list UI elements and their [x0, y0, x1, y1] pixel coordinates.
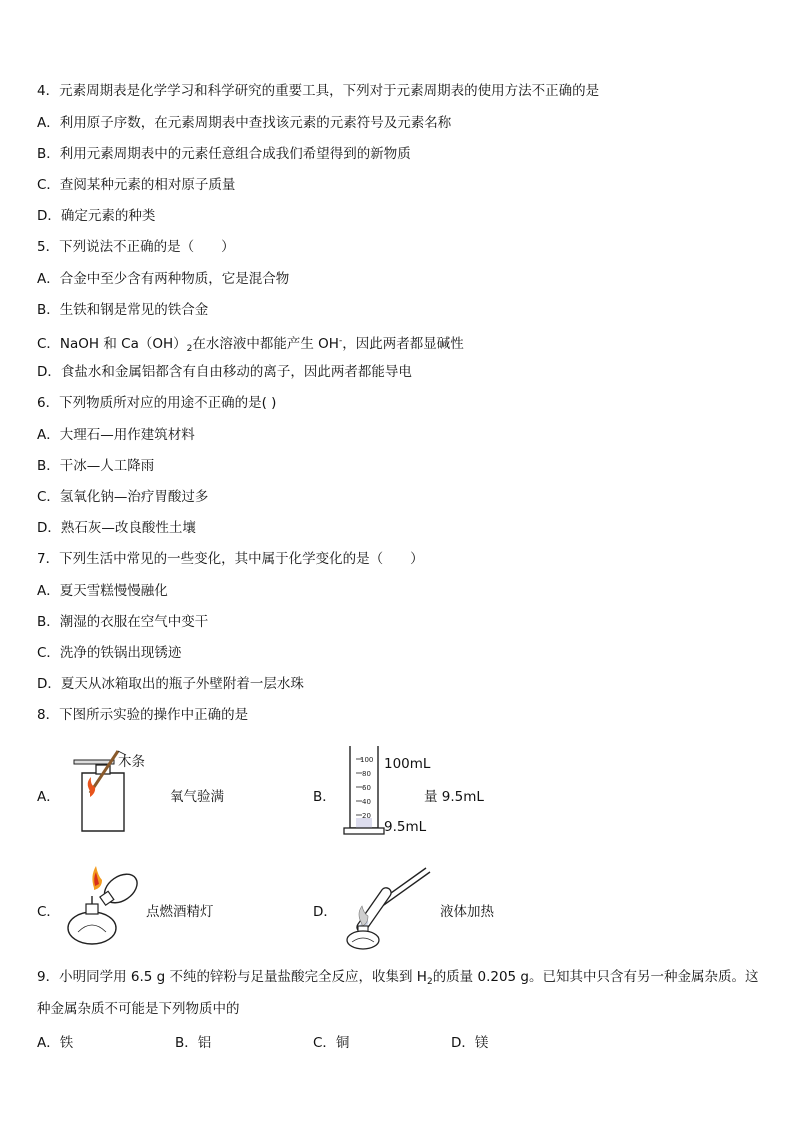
q9-option-a: A．铁 — [37, 1035, 74, 1051]
q8-fig-a-label-stick: 木条 — [118, 754, 145, 770]
q8-stem: 8．下图所示实验的操作中正确的是 — [37, 707, 249, 723]
q5-c-part1: C．NaOH 和 Ca（OH） — [37, 336, 187, 352]
q7-stem: 7．下列生活中常见的一些变化，其中属于化学变化的是（ ） — [37, 551, 424, 567]
q6-option-c: C．氢氧化钠—治疗胃酸过多 — [37, 489, 209, 505]
q6-option-a: A．大理石—用作建筑材料 — [37, 427, 195, 443]
q9-stem-line1 — [37, 968, 759, 991]
q8-fig-b-caption: 量 9.5mL — [424, 789, 484, 805]
upper-lamp — [96, 868, 143, 911]
q7-option-b: B．潮湿的衣服在空气中变干 — [37, 614, 209, 630]
q8-fig-c-caption: 点燃酒精灯 — [146, 904, 214, 920]
tick-label: 60 — [362, 784, 371, 792]
q5-c-superscript: - — [338, 336, 343, 346]
lower-lamp-body — [68, 912, 116, 944]
q6-option-b: B．干冰—人工降雨 — [37, 458, 155, 474]
tick-label: 80 — [362, 770, 371, 778]
lower-lamp-neck — [86, 904, 98, 914]
tick-label: 20 — [362, 812, 371, 820]
q8-fig-d-letter: D． — [313, 904, 337, 920]
q5-option-c — [37, 332, 464, 358]
q5-stem: 5．下列说法不正确的是（ ） — [37, 239, 235, 255]
q8-fig-d-heating-diagram — [340, 862, 438, 952]
q5-option-b: B．生铁和钢是常见的铁合金 — [37, 302, 209, 318]
q5-c-part2: 在水溶液中都能产生 OH — [192, 336, 339, 352]
q7-option-a: A．夏天雪糕慢慢融化 — [37, 583, 168, 599]
q8-fig-b-capacity-label: 100mL — [384, 756, 431, 772]
q9-option-c: C．铜 — [313, 1035, 350, 1051]
q9-stem-line2: 种金属杂质不可能是下列物质中的 — [37, 1001, 240, 1017]
q4-option-b: B．利用元素周期表中的元素任意组合成我们希望得到的新物质 — [37, 146, 411, 162]
q9-stem-subscript: 2 — [426, 977, 433, 987]
q4-option-a: A．利用原子序数，在元素周期表中查找该元素的元素符号及元素名称 — [37, 115, 452, 131]
q7-option-c: C．洗净的铁锅出现锈迹 — [37, 645, 182, 661]
lamp-body — [347, 931, 379, 949]
q5-option-a: A．合金中至少含有两种物质，它是混合物 — [37, 271, 290, 287]
tick-label: 100 — [360, 756, 374, 764]
q5-c-part3: ，因此两者都显碱性 — [342, 336, 464, 352]
q9-option-d: D．镁 — [451, 1035, 489, 1051]
q6-stem: 6．下列物质所对应的用途不正确的是( ) — [37, 395, 277, 411]
q5-c-subscript: 2 — [186, 344, 193, 354]
q8-fig-d-caption: 液体加热 — [440, 904, 494, 920]
tick-label: 40 — [362, 798, 371, 806]
cylinder-base — [344, 828, 384, 834]
q8-fig-b-reading-label: 9.5mL — [384, 819, 427, 835]
q8-fig-a-caption: 氧气验满 — [170, 789, 224, 805]
q4-option-d: D．确定元素的种类 — [37, 208, 156, 224]
q9-option-b: B．铝 — [175, 1035, 212, 1051]
q8-fig-c-letter: C． — [37, 904, 60, 920]
q4-stem: 4．元素周期表是化学学习和科学研究的重要工具，下列对于元素周期表的使用方法不正确的是 — [37, 83, 600, 99]
q8-fig-a-letter: A． — [37, 789, 60, 805]
q9-stem-part1: 9．小明同学用 6.5 g 不纯的锌粉与足量盐酸完全反应，收集到 H — [37, 969, 427, 985]
q7-option-d: D．夏天从冰箱取出的瓶子外壁附着一层水珠 — [37, 676, 304, 692]
q5-option-d: D．食盐水和金属铝都含有自由移动的离子，因此两者都能导电 — [37, 364, 412, 380]
q9-stem-part2: 的质量 0.205 g。已知其中只含有另一种金属杂质。这 — [432, 969, 759, 985]
q8-fig-c-lamps-diagram — [62, 862, 150, 950]
q8-fig-b-letter: B． — [313, 789, 336, 805]
q6-option-d: D．熟石灰—改良酸性土壤 — [37, 520, 196, 536]
q4-option-c: C．查阅某种元素的相对原子质量 — [37, 177, 236, 193]
q8-fig-b-cylinder-diagram — [338, 742, 388, 842]
